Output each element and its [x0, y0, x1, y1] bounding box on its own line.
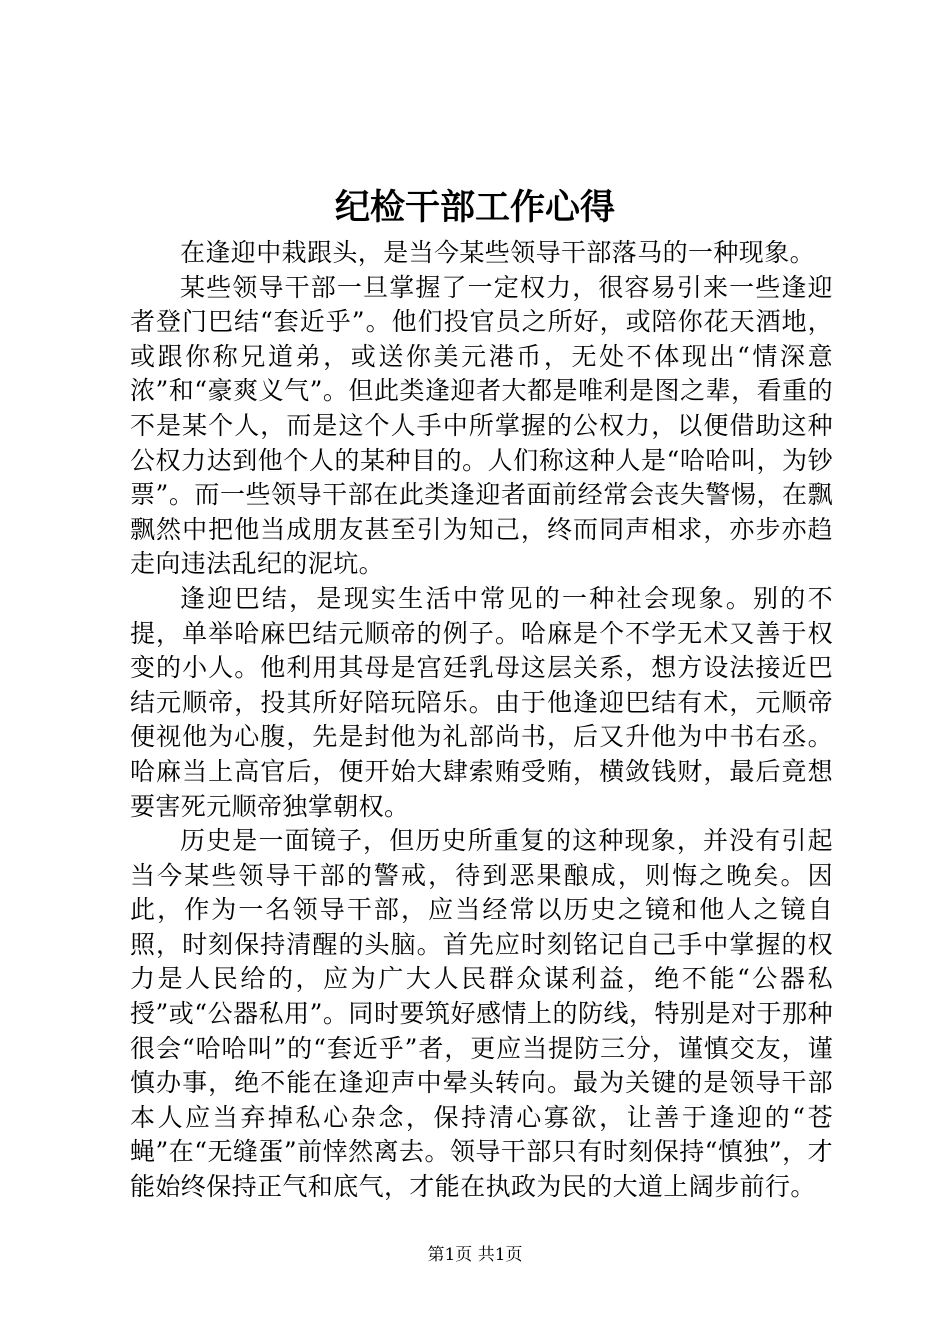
paragraph-2: 某些领导干部一旦掌握了一定权力，很容易引来一些逢迎者登门巴结“套近乎”。他们投官员之所好，或陪你花天酒地，或跟你称兄道弟，或送你美元港币，无处不体现出“情深意浓”和“豪爽义气”。但此类逢迎者大都是唯利是图之辈，看重的不是某个人，而是这个人手中所掌握的公权力，以便借助这种公权力达到他个人的某种目的。人们称这种人是“哈哈叫，为钞票”。而一些领导干部在此类逢迎者面前经常会丧失警惕，在飘飘然中把他当成朋友甚至引为知己，终而同声相求，亦步亦趋走向违法乱纪的泥坑。: [130, 272, 833, 579]
document-body: [130, 236, 833, 1205]
paragraph-1: 在逢迎中栽跟头，是当今某些领导干部落马的一种现象。: [180, 238, 816, 267]
paragraph-4: 历史是一面镜子，但历史所重复的这种现象，并没有引起当今某些领导干部的警戒，待到恶果酿成，则悔之晚矣。因此，作为一名领导干部，应当经常以历史之镜和他人之镜自照，时刻保持清醒的头脑。首先应时刻铭记自己手中掌握的权力是人民给的，应为广大人民群众谋利益，绝不能“公器私授”或“公器私用”。同时要筑好感情上的防线，特别是对于那种很会“哈哈叫”的“套近乎”者，更应当提防三分，谨慎交友，谨慎办事，绝不能在逢迎声中晕头转向。最为关键的是领导干部本人应当弃掉私心杂念，保持清心寡欲，让善于逢迎的“苍蝇”在“无缝蛋”前悻然离去。领导干部只有时刻保持“慎独”，才能始终保持正气和底气，才能在执政为民的大道上阔步前行。: [130, 826, 833, 1202]
page-footer: 第1页 共1页: [427, 1245, 523, 1265]
paragraph-3: 逢迎巴结，是现实生活中常见的一种社会现象。别的不提，单举哈麻巴结元顺帝的例子。哈麻是个不学无术又善于权变的小人。他利用其母是宫廷乳母这层关系，想方设法接近巴结元顺帝，投其所好陪玩陪乐。由于他逢迎巴结有术，元顺帝便视他为心腹，先是封他为礼部尚书，后又升他为中书右丞。哈麻当上高官后，便开始大肆索贿受贿，横敛钱财，最后竟想要害死元顺帝独掌朝权。: [130, 583, 833, 821]
document-title: 纪检干部工作心得: [334, 187, 615, 228]
